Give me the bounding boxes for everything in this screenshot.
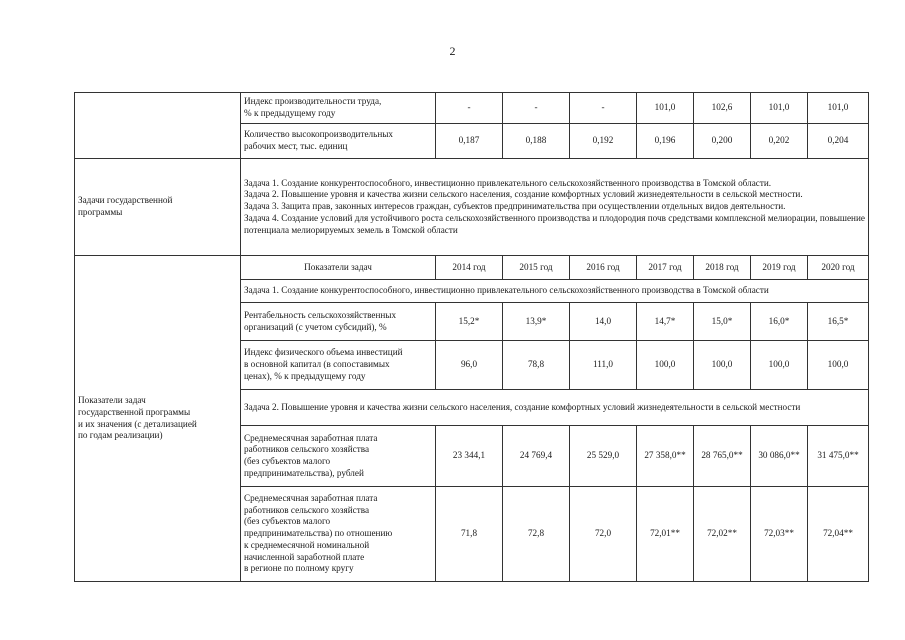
value-cell: 100,0 [694, 341, 751, 390]
value-cell: 28 765,0** [694, 426, 751, 487]
value-cell: 25 529,0 [570, 426, 637, 487]
header-year: 2017 год [637, 256, 694, 280]
task-line: Задача 4. Создание условий для устойчивого роста сельскохозяйственного производства и плодородия почв средствами комплексной мелиорации, повышение потенциала мелиорируемых земель в Томской области [244, 212, 865, 235]
years-header-row [75, 256, 869, 280]
header-indicators: Показатели задач [241, 256, 436, 280]
value-cell: 100,0 [637, 341, 694, 390]
value-cell: - [570, 93, 637, 124]
header-year: 2020 год [808, 256, 869, 280]
indicator-name [241, 93, 436, 124]
value-cell: 101,0 [751, 93, 808, 124]
cell-text: Количество высокопроизводительных рабочих мест, тыс. единиц [244, 129, 393, 151]
value-cell: 78,8 [503, 341, 570, 390]
task1-title: Задача 1. Создание конкурентоспособного, инвестиционно привлекательного сельскохозяйственного производства в Томской области [241, 280, 869, 303]
value-cell: - [436, 93, 503, 124]
value-cell: 72,03** [751, 487, 808, 582]
value-cell: 101,0 [637, 93, 694, 124]
value-cell: 0,204 [808, 124, 869, 159]
cell-text: Индекс производительности труда, % к предыдущему году [244, 96, 382, 118]
header-year: 2014 год [436, 256, 503, 280]
indicator-name [241, 124, 436, 159]
value-cell: 31 475,0** [808, 426, 869, 487]
tasks-text [241, 159, 869, 256]
indicator-name [241, 426, 436, 487]
task-line: Задача 1. Создание конкурентоспособного, инвестиционно привлекательного сельскохозяйственного производства в Томской области. [244, 177, 772, 188]
value-cell: 14,7* [637, 303, 694, 341]
value-cell: 27 358,0** [637, 426, 694, 487]
value-cell: 72,01** [637, 487, 694, 582]
value-cell: 0,187 [436, 124, 503, 159]
value-cell: 101,0 [808, 93, 869, 124]
value-cell: 102,6 [694, 93, 751, 124]
page-number: 2 [449, 44, 456, 58]
table-row [75, 93, 869, 124]
indicator-name [241, 487, 436, 582]
cell-text: Рентабельность сельскохозяйственных организаций (с учетом субсидий), % [244, 309, 397, 332]
task-line: Задача 3. Защита прав, законных интересов граждан, субъектов предпринимательства при осуществлении отдельных видов деятельности. [244, 201, 786, 212]
value-cell: 0,188 [503, 124, 570, 159]
value-cell: 100,0 [751, 341, 808, 390]
value-cell: 0,196 [637, 124, 694, 159]
value-cell: - [503, 93, 570, 124]
value-cell: 14,0 [570, 303, 637, 341]
value-cell: 0,202 [751, 124, 808, 159]
task2-title: Задача 2. Повышение уровня и качества жизни сельского населения, создание комфортных условий жизнедеятельности в сельской местности [241, 390, 869, 426]
value-cell: 16,5* [808, 303, 869, 341]
header-year: 2019 год [751, 256, 808, 280]
header-year: 2018 год [694, 256, 751, 280]
value-cell: 100,0 [808, 341, 869, 390]
task-line: Задача 2. Повышение уровня и качества жизни сельского населения, создание комфортных условий жизнедеятельности в сельской местности. [244, 189, 803, 200]
cell-text: Задачи государственной программы [78, 195, 173, 217]
value-cell: 111,0 [570, 341, 637, 390]
value-cell: 16,0* [751, 303, 808, 341]
cell-text: Показатели задач государственной программы и их значения (с детализацией по годам реализации) [78, 395, 197, 441]
value-cell: 72,04** [808, 487, 869, 582]
cell-text: Индекс физического объема инвестиций в основной капитал (в сопоставимых ценах), % к предыдущему году [244, 347, 403, 381]
value-cell: 96,0 [436, 341, 503, 390]
tasks-row [75, 159, 869, 256]
value-cell: 23 344,1 [436, 426, 503, 487]
program-table [74, 92, 869, 582]
value-cell: 72,02** [694, 487, 751, 582]
value-cell: 71,8 [436, 487, 503, 582]
value-cell: 72,0 [570, 487, 637, 582]
header-year: 2016 год [570, 256, 637, 280]
indicator-name [241, 303, 436, 341]
value-cell: 72,8 [503, 487, 570, 582]
cell-text: Среднемесячная заработная плата работников сельского хозяйства (без субъектов малого предпринимательства) по отношению к среднемесячной номинальной начисленной заработной плате в регионе по полному кругу [244, 493, 393, 574]
value-cell: 30 086,0** [751, 426, 808, 487]
value-cell: 24 769,4 [503, 426, 570, 487]
value-cell: 15,0* [694, 303, 751, 341]
value-cell: 0,200 [694, 124, 751, 159]
header-year: 2015 год [503, 256, 570, 280]
value-cell: 13,9* [503, 303, 570, 341]
value-cell: 15,2* [436, 303, 503, 341]
value-cell: 0,192 [570, 124, 637, 159]
cell-text: Среднемесячная заработная плата работников сельского хозяйства (без субъектов малого предпринимательства), рублей [244, 432, 378, 478]
indicator-name [241, 341, 436, 390]
section-label-tasks [75, 159, 241, 256]
section-label-indicators [75, 256, 241, 582]
empty-label-cell [75, 93, 241, 159]
